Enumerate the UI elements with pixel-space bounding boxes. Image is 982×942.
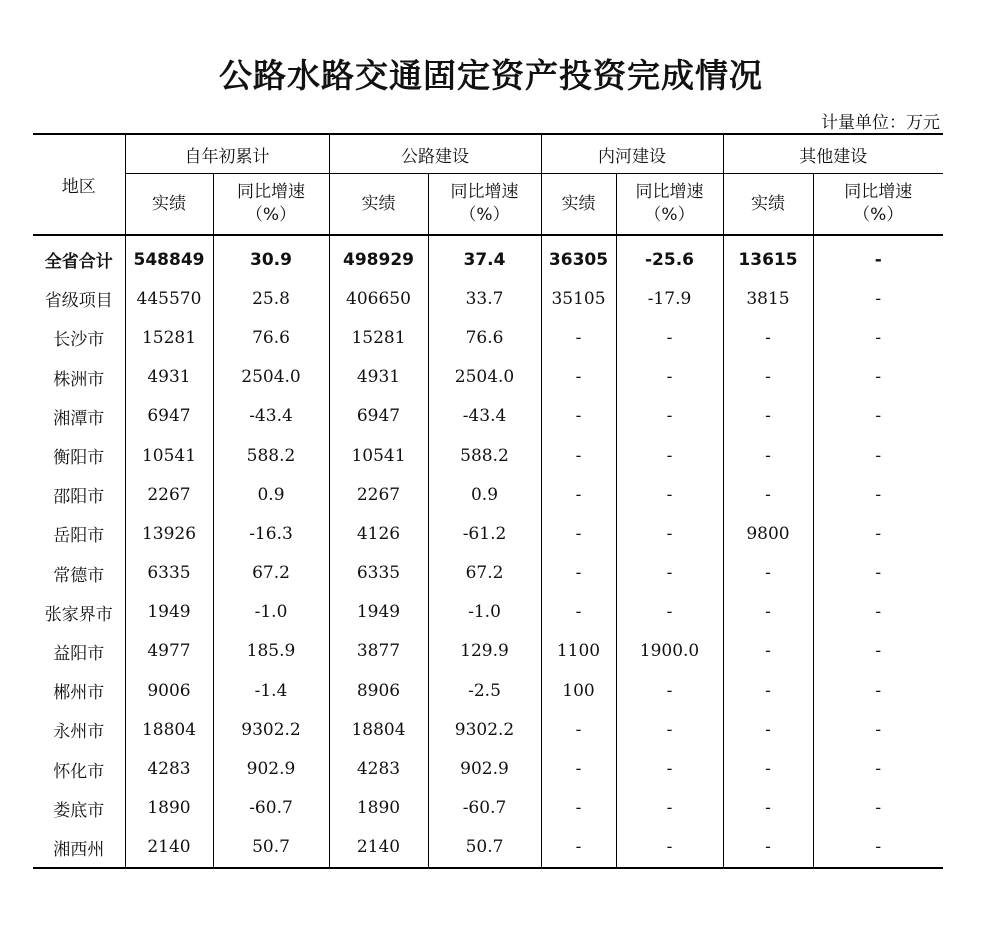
cell-other-growth: -: [813, 475, 943, 514]
cell-region: 永州市: [53, 722, 105, 743]
cell-highway-actual: 4931: [329, 358, 428, 397]
cell-highway-growth: 0.9: [428, 475, 541, 514]
cell-inland-actual: -: [541, 318, 616, 357]
cell-inland-actual: -: [541, 475, 616, 514]
table-row: [33, 235, 943, 279]
cell-inland-growth: -: [616, 710, 723, 749]
cell-inland-actual: -: [541, 789, 616, 828]
cell-other-actual: -: [723, 554, 813, 593]
cell-cumulative-actual: 4931: [125, 358, 213, 397]
cell-cumulative-actual: 15281: [125, 318, 213, 357]
cell-cumulative-actual: 13926: [125, 514, 213, 553]
cell-highway-growth: -60.7: [428, 789, 541, 828]
cell-highway-actual: 8906: [329, 671, 428, 710]
cell-inland-actual: -: [541, 828, 616, 868]
cell-highway-growth: -61.2: [428, 514, 541, 553]
header-growth: 同比增速 （%）: [428, 174, 541, 236]
cell-inland-actual: -: [541, 436, 616, 475]
cell-region: 衡阳市: [53, 448, 105, 469]
cell-other-growth: -: [813, 318, 943, 357]
cell-other-growth: -: [813, 789, 943, 828]
cell-inland-growth: -: [616, 397, 723, 436]
cell-other-actual: -: [723, 436, 813, 475]
cell-other-actual: 9800: [723, 514, 813, 553]
cell-other-actual: -: [723, 397, 813, 436]
cell-highway-growth: 50.7: [428, 828, 541, 868]
cell-other-growth: -: [813, 235, 943, 279]
cell-inland-growth: -17.9: [616, 279, 723, 318]
table-row: [33, 789, 943, 828]
cell-inland-growth: -: [616, 475, 723, 514]
cell-region: 湘潭市: [53, 408, 105, 429]
cell-inland-growth: -: [616, 436, 723, 475]
table-row: [33, 710, 943, 749]
cell-cumulative-actual: 18804: [125, 710, 213, 749]
cell-highway-growth: 76.6: [428, 318, 541, 357]
table-body: [33, 235, 943, 868]
header-region: 地区: [33, 134, 125, 235]
cell-other-actual: -: [723, 475, 813, 514]
cell-cumulative-growth: 30.9: [213, 235, 329, 279]
table-row: [33, 554, 943, 593]
cell-cumulative-growth: 76.6: [213, 318, 329, 357]
cell-cumulative-growth: 902.9: [213, 749, 329, 788]
table-row: [33, 279, 943, 318]
cell-highway-actual: 3877: [329, 632, 428, 671]
cell-other-growth: -: [813, 828, 943, 868]
cell-highway-actual: 2140: [329, 828, 428, 868]
header-actual: 实绩: [125, 174, 213, 236]
cell-cumulative-growth: 25.8: [213, 279, 329, 318]
cell-region: 邵阳市: [53, 487, 105, 508]
cell-other-growth: -: [813, 358, 943, 397]
table-row: [33, 318, 943, 357]
cell-other-actual: -: [723, 593, 813, 632]
cell-inland-actual: 35105: [541, 279, 616, 318]
header-group-other: 其他建设: [723, 134, 943, 174]
cell-inland-growth: -: [616, 318, 723, 357]
header-growth: 同比增速 （%）: [616, 174, 723, 236]
cell-highway-growth: 2504.0: [428, 358, 541, 397]
cell-highway-growth: 9302.2: [428, 710, 541, 749]
cell-region: 湘西州: [33, 828, 125, 868]
table-row: [33, 514, 943, 553]
cell-cumulative-actual: 548849: [125, 235, 213, 279]
cell-highway-actual: 10541: [329, 436, 428, 475]
cell-cumulative-growth: 185.9: [213, 632, 329, 671]
cell-cumulative-growth: 67.2: [213, 554, 329, 593]
cell-cumulative-growth: 9302.2: [213, 710, 329, 749]
header-actual: 实绩: [723, 174, 813, 236]
cell-inland-actual: -: [541, 593, 616, 632]
table-row: [33, 593, 943, 632]
cell-other-growth: -: [813, 397, 943, 436]
cell-cumulative-actual: 6947: [125, 397, 213, 436]
cell-region: 岳阳市: [53, 526, 105, 547]
cell-highway-actual: 1890: [329, 789, 428, 828]
cell-highway-growth: -1.0: [428, 593, 541, 632]
cell-cumulative-growth: -43.4: [213, 397, 329, 436]
cell-other-actual: -: [723, 828, 813, 868]
cell-inland-actual: -: [541, 554, 616, 593]
cell-other-growth: -: [813, 554, 943, 593]
cell-highway-actual: 18804: [329, 710, 428, 749]
cell-cumulative-growth: 50.7: [213, 828, 329, 868]
cell-cumulative-growth: 2504.0: [213, 358, 329, 397]
cell-cumulative-growth: -16.3: [213, 514, 329, 553]
cell-inland-growth: -: [616, 514, 723, 553]
table-row: [33, 671, 943, 710]
cell-cumulative-actual: 10541: [125, 436, 213, 475]
cell-other-actual: -: [723, 358, 813, 397]
cell-inland-actual: -: [541, 710, 616, 749]
header-group-cumulative: 自年初累计: [125, 134, 329, 174]
cell-inland-actual: 100: [541, 671, 616, 710]
cell-other-actual: 13615: [723, 235, 813, 279]
cell-other-actual: -: [723, 789, 813, 828]
cell-inland-actual: 1100: [541, 632, 616, 671]
cell-other-growth: -: [813, 710, 943, 749]
cell-inland-growth: -: [616, 358, 723, 397]
cell-cumulative-actual: 4977: [125, 632, 213, 671]
cell-other-growth: -: [813, 632, 943, 671]
cell-highway-actual: 498929: [329, 235, 428, 279]
cell-region: 怀化市: [53, 761, 105, 782]
cell-inland-actual: -: [541, 749, 616, 788]
header-actual: 实绩: [329, 174, 428, 236]
cell-inland-actual: -: [541, 514, 616, 553]
cell-highway-growth: 129.9: [428, 632, 541, 671]
cell-inland-growth: -: [616, 749, 723, 788]
cell-other-growth: -: [813, 749, 943, 788]
cell-other-actual: -: [723, 632, 813, 671]
cell-region: 娄底市: [53, 800, 105, 821]
cell-region: 株洲市: [53, 369, 105, 390]
cell-inland-actual: -: [541, 358, 616, 397]
cell-inland-growth: -25.6: [616, 235, 723, 279]
cell-cumulative-actual: 1949: [125, 593, 213, 632]
cell-region: 常德市: [53, 565, 105, 586]
cell-region: 长沙市: [53, 330, 105, 351]
cell-cumulative-growth: -1.0: [213, 593, 329, 632]
cell-highway-actual: 6947: [329, 397, 428, 436]
cell-inland-growth: -: [616, 593, 723, 632]
cell-cumulative-growth: 588.2: [213, 436, 329, 475]
cell-highway-actual: 15281: [329, 318, 428, 357]
unit-label: 计量单位：万元: [821, 113, 940, 133]
cell-region: 郴州市: [53, 683, 105, 704]
cell-highway-actual: 1949: [329, 593, 428, 632]
cell-cumulative-actual: 445570: [125, 279, 213, 318]
table-row: [33, 632, 943, 671]
cell-other-actual: -: [723, 710, 813, 749]
table-row: [33, 358, 943, 397]
cell-highway-growth: 902.9: [428, 749, 541, 788]
cell-highway-growth: 37.4: [428, 235, 541, 279]
table-row: [33, 828, 943, 868]
cell-cumulative-actual: 9006: [125, 671, 213, 710]
cell-inland-growth: -: [616, 671, 723, 710]
cell-inland-actual: 36305: [541, 235, 616, 279]
cell-highway-actual: 2267: [329, 475, 428, 514]
cell-other-actual: -: [723, 671, 813, 710]
header-group-highway: 公路建设: [329, 134, 541, 174]
table-row: [33, 397, 943, 436]
cell-cumulative-growth: -1.4: [213, 671, 329, 710]
cell-highway-growth: -43.4: [428, 397, 541, 436]
cell-cumulative-growth: -60.7: [213, 789, 329, 828]
cell-region: 张家界市: [44, 604, 113, 625]
cell-highway-growth: 33.7: [428, 279, 541, 318]
table-row: [33, 436, 943, 475]
table-row: [33, 749, 943, 788]
cell-inland-growth: -: [616, 554, 723, 593]
cell-highway-actual: 4283: [329, 749, 428, 788]
cell-other-growth: -: [813, 514, 943, 553]
cell-inland-actual: -: [541, 397, 616, 436]
cell-inland-growth: -: [616, 828, 723, 868]
cell-highway-actual: 6335: [329, 554, 428, 593]
cell-inland-growth: 1900.0: [616, 632, 723, 671]
cell-other-actual: -: [723, 749, 813, 788]
cell-cumulative-actual: 2267: [125, 475, 213, 514]
cell-cumulative-actual: 6335: [125, 554, 213, 593]
cell-cumulative-actual: 1890: [125, 789, 213, 828]
cell-region: 益阳市: [53, 643, 105, 664]
cell-highway-growth: 67.2: [428, 554, 541, 593]
cell-other-actual: 3815: [723, 279, 813, 318]
cell-other-actual: -: [723, 318, 813, 357]
header-group-inland-river: 内河建设: [541, 134, 723, 174]
cell-other-growth: -: [813, 436, 943, 475]
page-title: 公路水路交通固定资产投资完成情况: [219, 56, 763, 95]
cell-inland-growth: -: [616, 789, 723, 828]
header-growth: 同比增速 （%）: [213, 174, 329, 236]
cell-highway-growth: 588.2: [428, 436, 541, 475]
cell-cumulative-actual: 4283: [125, 749, 213, 788]
table-row: [33, 475, 943, 514]
investment-table: [33, 133, 943, 869]
cell-cumulative-growth: 0.9: [213, 475, 329, 514]
cell-cumulative-actual: 2140: [125, 828, 213, 868]
cell-highway-actual: 4126: [329, 514, 428, 553]
header-actual: 实绩: [541, 174, 616, 236]
cell-region: 全省合计: [44, 252, 113, 273]
cell-highway-growth: -2.5: [428, 671, 541, 710]
cell-highway-actual: 406650: [329, 279, 428, 318]
cell-region: 省级项目: [44, 291, 113, 312]
cell-other-growth: -: [813, 671, 943, 710]
cell-other-growth: -: [813, 593, 943, 632]
header-growth: 同比增速 （%）: [813, 174, 943, 236]
cell-other-growth: -: [813, 279, 943, 318]
